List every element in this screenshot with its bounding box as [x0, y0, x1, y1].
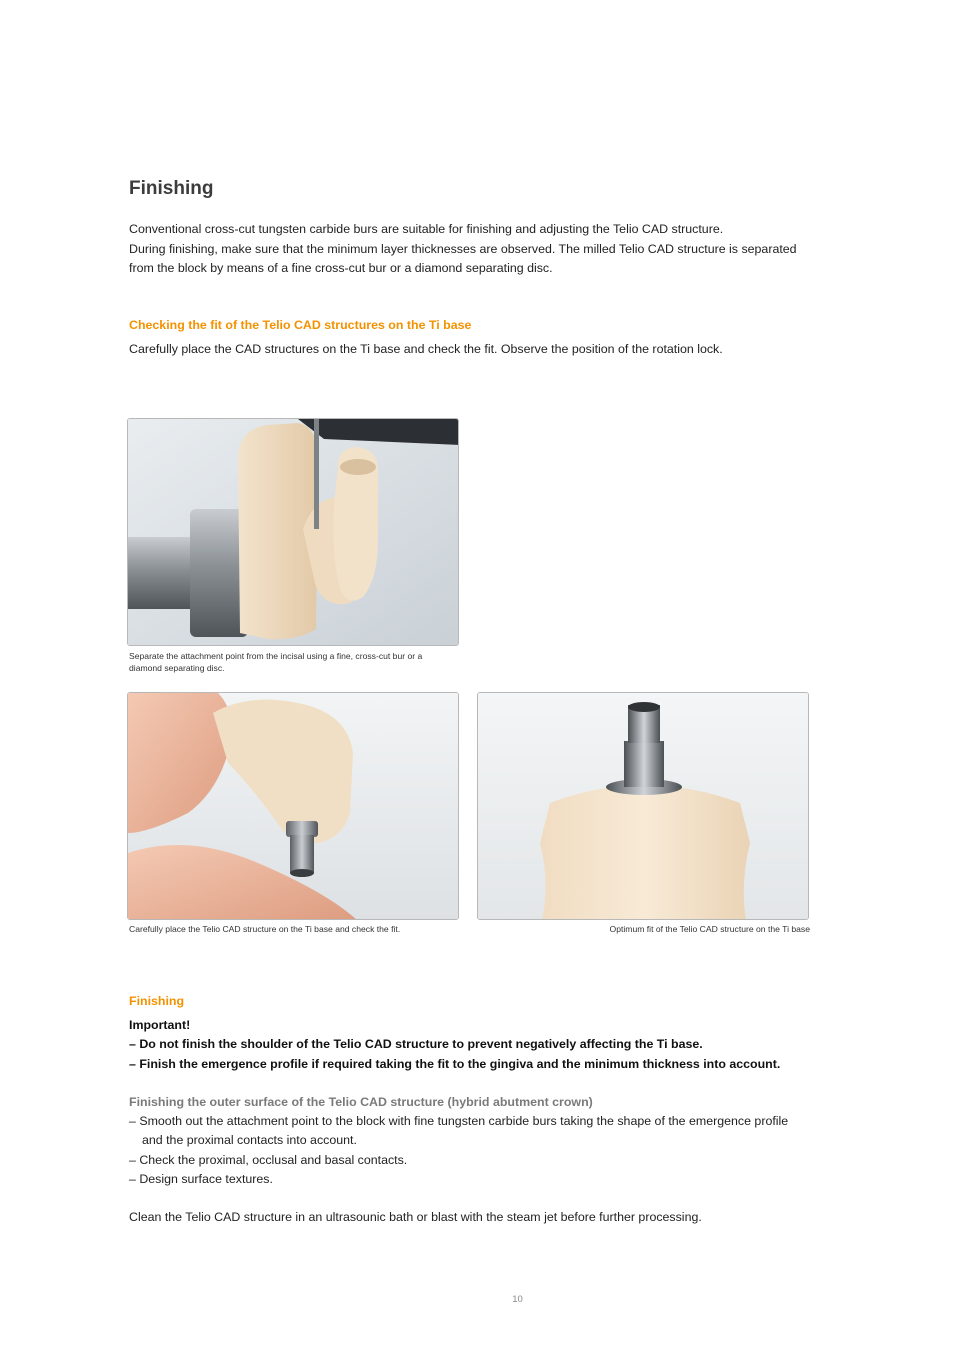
figure-1-caption-line-2: diamond separating disc.: [129, 662, 225, 673]
photo-placing-structure: [127, 692, 459, 920]
fit-section-text: Carefully place the CAD structures on the Ti base and check the fit. Observe the position of the rotation lock.: [129, 342, 723, 356]
figure-1-caption-line-1: Separate the attachment point from the incisal using a fine, cross-cut bur or a: [129, 651, 423, 661]
page-number: 10: [512, 1294, 523, 1305]
closing-text: Clean the Telio CAD structure in an ultrasounic bath or blast with the steam jet before further processing.: [129, 1210, 702, 1224]
outer-item-2: – Check the proximal, occlusal and basal contacts.: [129, 1153, 408, 1167]
intro-line-2: During finishing, make sure that the minimum layer thicknesses are observed. The milled Telio CAD structure is separated: [129, 241, 797, 256]
page-title: Finishing: [129, 178, 214, 199]
figure-3-caption: Optimum fit of the Telio CAD structure on the Ti base: [609, 924, 810, 934]
figure-1-caption: [129, 651, 422, 674]
outer-item-3: – Design surface textures.: [129, 1172, 273, 1186]
outer-item-1-line-1: – Smooth out the attachment point to the block with fine tungsten carbide burs taking the shape of the emergence profile: [129, 1114, 789, 1128]
important-bullet-1: – Do not finish the shoulder of the Telio CAD structure to prevent negatively affecting the Ti base.: [129, 1037, 703, 1051]
intro-paragraph: [129, 220, 819, 279]
important-bullet-2: – Finish the emergence profile if required taking the fit to the gingiva and the minimum thickness into account.: [129, 1057, 781, 1071]
photo-separating-bur: [127, 418, 459, 646]
figure-2-caption: Carefully place the Telio CAD structure on the Ti base and check the fit.: [129, 924, 401, 934]
intro-line-1: Conventional cross-cut tungsten carbide burs are suitable for finishing and adjusting the Telio CAD structure.: [129, 222, 724, 236]
photo-optimum-fit: [477, 692, 809, 920]
outer-surface-heading: Finishing the outer surface of the Telio CAD structure (hybrid abutment crown): [129, 1095, 593, 1109]
intro-line-3: from the block by means of a fine cross-cut bur or a diamond separating disc.: [129, 261, 553, 275]
outer-item-1-line-2: and the proximal contacts into account.: [142, 1133, 357, 1147]
finishing-heading: Finishing: [129, 994, 185, 1008]
fit-section-heading: Checking the fit of the Telio CAD structures on the Ti base: [129, 318, 472, 332]
important-label: Important!: [129, 1018, 191, 1032]
